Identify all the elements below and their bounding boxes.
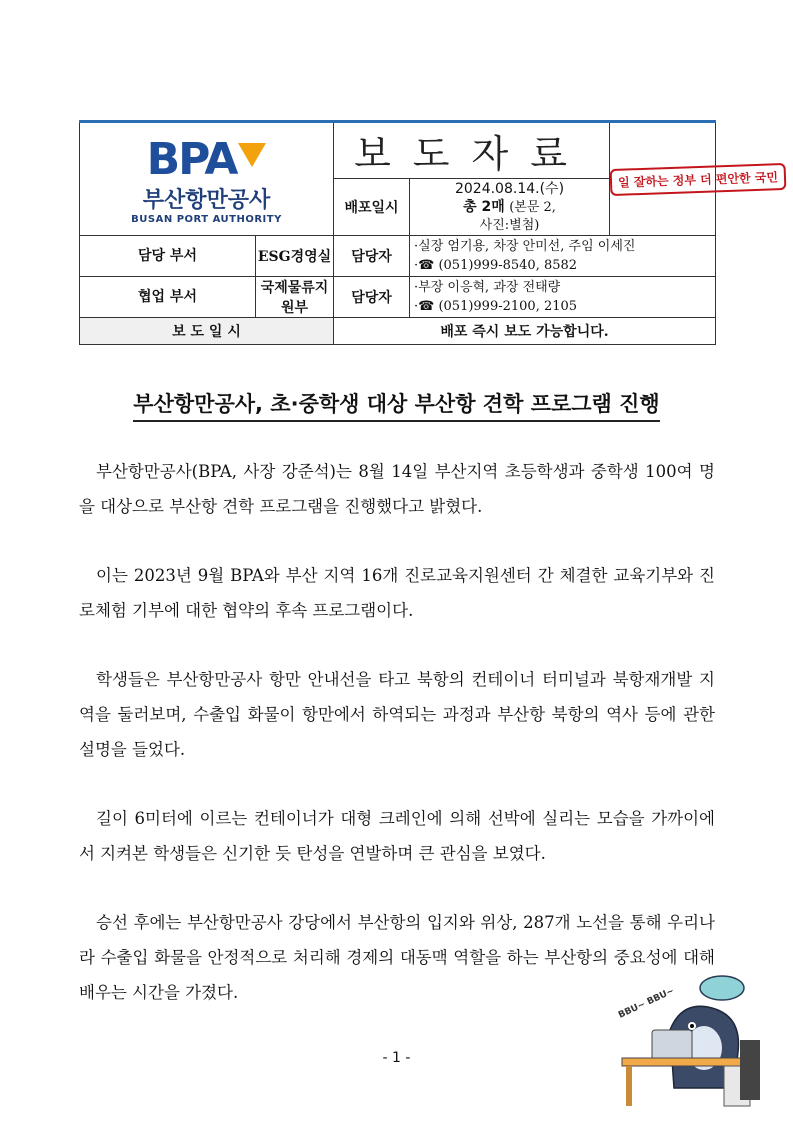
press-header-table xyxy=(79,120,779,346)
distribution-info xyxy=(410,179,610,236)
contact-phone: ·☎ (051)999-8540, 8582 xyxy=(414,258,578,273)
release-label: 보 도 일 시 xyxy=(80,318,334,345)
collab-contact-phone: ·☎ (051)999-2100, 2105 xyxy=(414,299,578,314)
logo-name-en: BUSAN PORT AUTHORITY xyxy=(131,213,282,225)
release-value: 배포 즉시 보도 가능합니다. xyxy=(334,318,716,345)
headline xyxy=(0,388,793,418)
contact-label: 담당자 xyxy=(334,236,410,277)
paragraph: 길이 6미터에 이르는 컨테이너가 대형 크레인에 의해 선박에 실리는 모습을 가까이에서 지켜본 학생들은 신기한 듯 탄성을 연발하며 큰 관심을 보였다. xyxy=(79,809,715,863)
dept-label-text: 담당 부서 xyxy=(138,247,197,264)
contact-info xyxy=(410,236,716,277)
collab-dept-label-text: 협업 부서 xyxy=(138,288,197,305)
collab-contact-label: 담당자 xyxy=(334,277,410,318)
paragraph: 이는 2023년 9월 BPA와 부산 지역 16개 진로교육지원센터 간 체결한 교육기부와 진로체험 기부에 대한 협약의 후속 프로그램이다. xyxy=(79,566,715,620)
total-pages: 총 2매 xyxy=(463,198,505,215)
collab-dept-label xyxy=(80,277,256,318)
paragraph: 승선 후에는 부산항만공사 강당에서 부산항의 입지와 위상, 287개 노선을 통해 우리나라 수출입 화물을 안정적으로 처리해 경제의 대동맥 역할을 하는 부산항의 중요성에 대해 배우는 시간을 가졌다. xyxy=(79,913,715,1002)
logo-triangle-icon xyxy=(238,143,266,169)
logo-name-ko: 부산항만공사 xyxy=(142,187,271,213)
bpa-logo xyxy=(80,134,333,225)
collab-contact-info xyxy=(410,277,716,318)
page-number: - 1 - xyxy=(382,1050,411,1066)
paragraph: 부산항만공사(BPA, 사장 강준석)는 8월 14일 부산지역 초등학생과 중학생 100여 명을 대상으로 부산항 견학 프로그램을 진행했다고 밝혔다. xyxy=(79,462,715,516)
collab-contact-persons: ·부장 이응혁, 과장 전태량 xyxy=(414,280,561,295)
dept-label xyxy=(80,236,256,277)
press-release-title: 보도자료 xyxy=(334,122,610,179)
logo-brand: BPA xyxy=(146,133,237,185)
mascot-sound-text: BBU~ BBU~ xyxy=(617,986,676,1021)
collab-dept-name: 국제물류지원부 xyxy=(256,277,334,318)
government-slogan: 일 잘하는 정부 더 편안한 국민 xyxy=(610,162,787,195)
paragraph: 학생들은 부산항만공사 항만 안내선을 타고 북항의 컨테이너 터미널과 북항재개발 지역을 둘러보며, 수출입 화물이 항만에서 하역되는 과정과 부산항 북항의 역사 등에 관한 설명을 들었다. xyxy=(79,670,715,759)
dept-name: ESG경영실 xyxy=(256,236,334,277)
distribution-label: 배포일시 xyxy=(334,179,410,236)
distribution-date: 2024.08.14.(수) xyxy=(454,180,565,197)
mascot-illustration xyxy=(612,970,772,1110)
logo-cell xyxy=(80,122,334,236)
headline-text: 부산항만공사, 초·중학생 대상 부산항 견학 프로그램 진행 xyxy=(133,392,659,422)
total-pages-detail: (본문 2, xyxy=(509,199,556,215)
slogan-cell xyxy=(610,122,779,236)
contact-persons: ·실장 엄기용, 차장 안미선, 주임 이세진 xyxy=(414,239,636,254)
article-body xyxy=(79,454,715,1044)
photo-note: 사진:별첨) xyxy=(479,217,540,233)
